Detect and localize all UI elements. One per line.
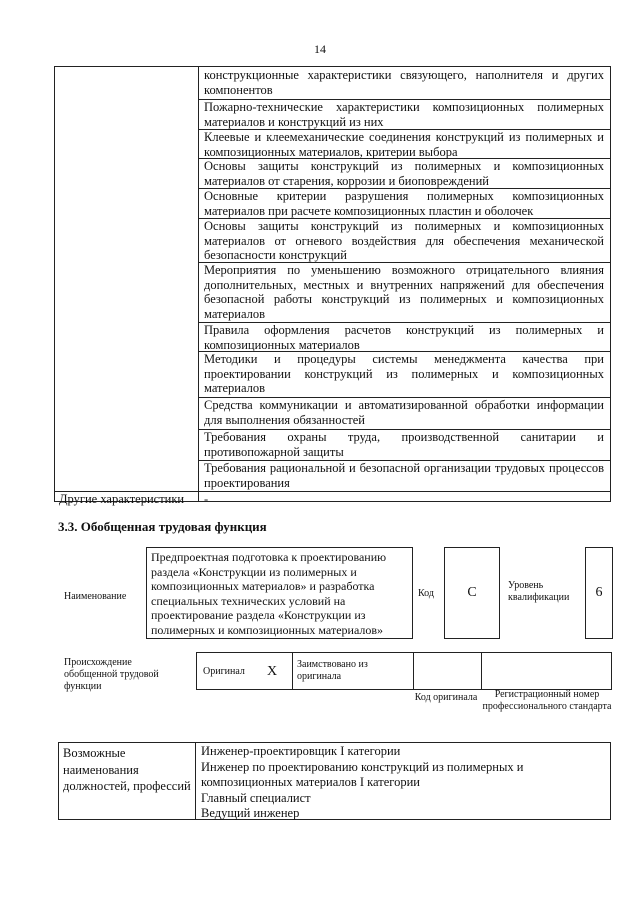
original-mark: X [267, 664, 278, 679]
table-row: Методики и процедуры системы менеджмента качества при проектировании конструкций из полимерных и композиционных материалов [204, 352, 604, 396]
table-row: Требования рациональной и безопасной организации трудовых процессов проектирования [204, 461, 604, 490]
section-title: 3.3. Обобщенная трудовая функция [58, 519, 267, 534]
borrowed-label: Заимствовано из оригинала [297, 659, 368, 682]
other-characteristics-value: - [204, 492, 209, 506]
list-item: Ведущий инженер [201, 806, 300, 821]
table-row: Основные критерии разрушения полимерных композиционных материалов при расчете композиционных пластин и оболочек [204, 189, 604, 218]
table-row: Основы защиты конструкций из полимерных и композиционных материалов от старения, коррозии и биоповреждений [204, 159, 604, 188]
table-row: Средства коммуникации и автоматизированной обработки информации для выполнения обязанностей [204, 398, 604, 427]
origin-row [196, 652, 612, 690]
positions-label: Возможные наименования должностей, профессий [63, 746, 191, 793]
list-item: Инженер-проектировщик I категории [201, 744, 401, 758]
name-label: Наименование [64, 591, 127, 602]
table-row: конструкционные характеристики связующего, наполнителя и других компонентов [204, 68, 604, 97]
list-item: Главный специалист [201, 790, 311, 805]
list-item: Инженер по проектированию конструкций из полимерных и композиционных материалов I категории [201, 759, 524, 790]
reg-number-caption: Регистрационный номер профессионального стандарта [482, 689, 612, 712]
code-label: Код [418, 588, 434, 599]
page-number: 14 [314, 42, 326, 56]
function-name: Предпроектная подготовка к проектированию раздела «Конструкции из полимерных и композиционных материалов» и разработка специальных технических условий на проектирование раздела «Конструкции из полимерных и композиционных материалов» [146, 547, 413, 639]
table-row: Требования охраны труда, производственной санитарии и противопожарной защиты [204, 430, 604, 459]
qualifications-table [54, 66, 611, 506]
other-characteristics-label: Другие характеристики [59, 492, 185, 506]
table-row: Клеевые и клеемеханические соединения конструкций из полимерных и композиционных материалов, критерии выбора [204, 130, 604, 159]
origin-label: Происхождение обобщенной трудовой функции [64, 657, 159, 692]
table-row: Основы защиты конструкций из полимерных и композиционных материалов от огневого воздействия для обеспечения механической безопасности конструкций [204, 219, 604, 263]
table-row: Правила оформления расчетов конструкций из полимерных и композиционных материалов [204, 323, 604, 352]
table-row: Мероприятия по уменьшению возможного отрицательного влияния дополнительных, местных и внутренних напряжений для обеспечения безопасной работы конструкций из полимерных и композиционных материалов [204, 263, 604, 321]
level-label: Уровень квалификации [508, 580, 570, 603]
code-original-caption: Код оригинала [414, 692, 478, 703]
code-value: C [444, 547, 500, 639]
level-value: 6 [585, 547, 613, 639]
original-label: Оригинал [203, 666, 245, 677]
positions-table [58, 742, 611, 820]
table-row: Пожарно-технические характеристики композиционных полимерных материалов и конструкций из них [204, 100, 604, 129]
